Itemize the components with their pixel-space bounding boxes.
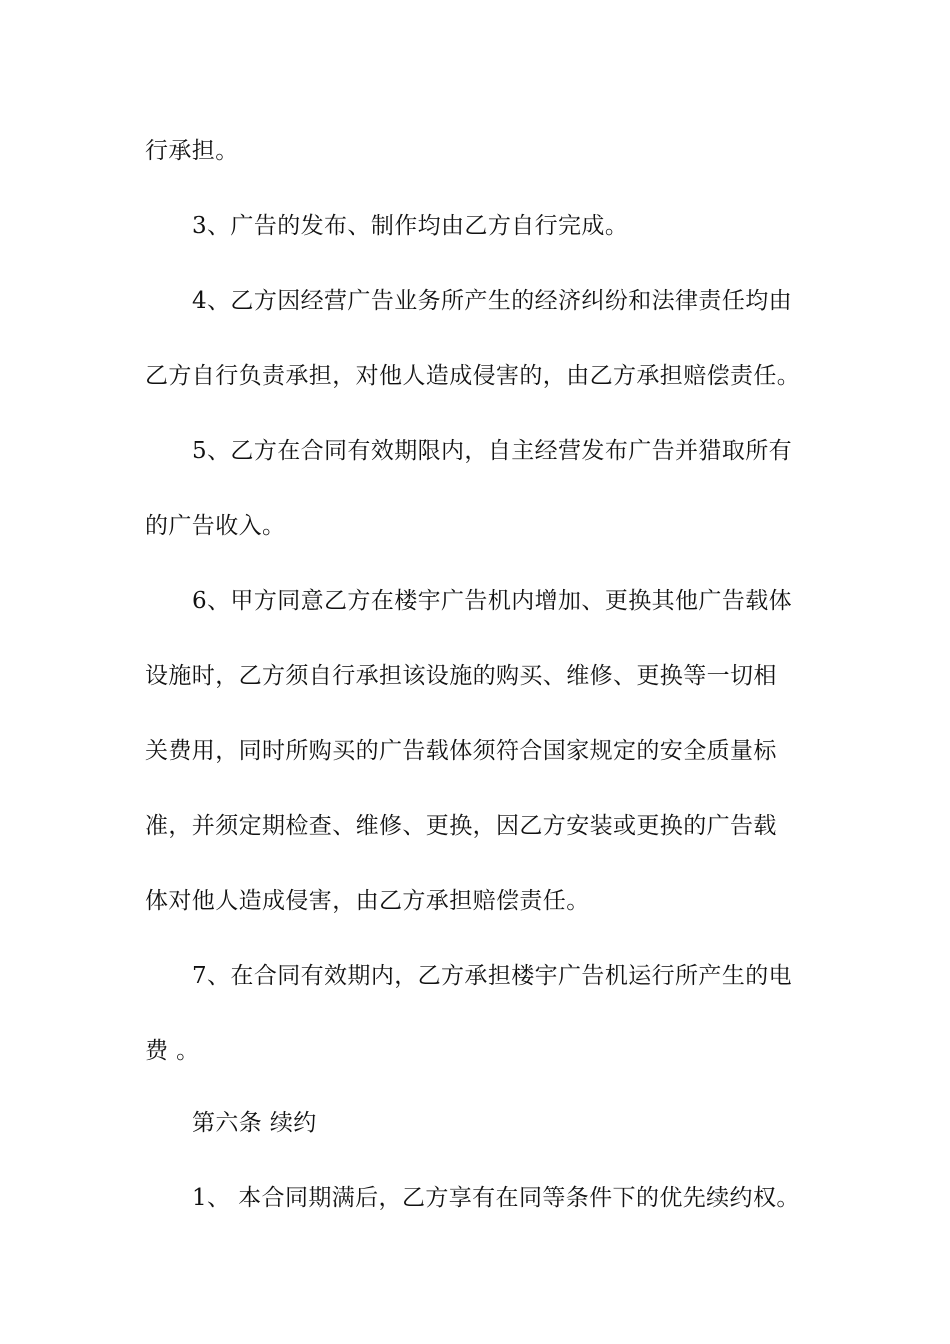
text-line: 1、 本合同期满后，乙方享有在同等条件下的优先续约权。 <box>192 1185 800 1211</box>
text-line: 行承担。 <box>145 138 239 164</box>
text-line: 乙方自行负责承担，对他人造成侵害的，由乙方承担赔偿责任。 <box>145 363 801 389</box>
text-line: 准，并须定期检查、维修、更换，因乙方安装或更换的广告载 <box>145 813 777 839</box>
text-line: 关费用，同时所购买的广告载体须符合国家规定的安全质量标 <box>145 738 777 764</box>
section-heading: 第六条 续约 <box>192 1110 317 1136</box>
text-line: 5、乙方在合同有效期限内，自主经营发布广告并猎取所有 <box>192 438 793 464</box>
text-line: 7、在合同有效期内，乙方承担楼宇广告机运行所产生的电 <box>192 963 793 989</box>
text-line: 3、广告的发布、制作均由乙方自行完成。 <box>192 213 629 239</box>
text-line: 6、甲方同意乙方在楼宇广告机内增加、更换其他广告载体 <box>192 588 793 614</box>
text-line: 设施时，乙方须自行承担该设施的购买、维修、更换等一切相 <box>145 663 777 689</box>
text-line: 体对他人造成侵害，由乙方承担赔偿责任。 <box>145 888 590 914</box>
text-line: 费 。 <box>145 1038 200 1064</box>
text-line: 4、乙方因经营广告业务所产生的经济纠纷和法律责任均由 <box>192 288 793 314</box>
text-line: 的广告收入。 <box>145 513 286 539</box>
